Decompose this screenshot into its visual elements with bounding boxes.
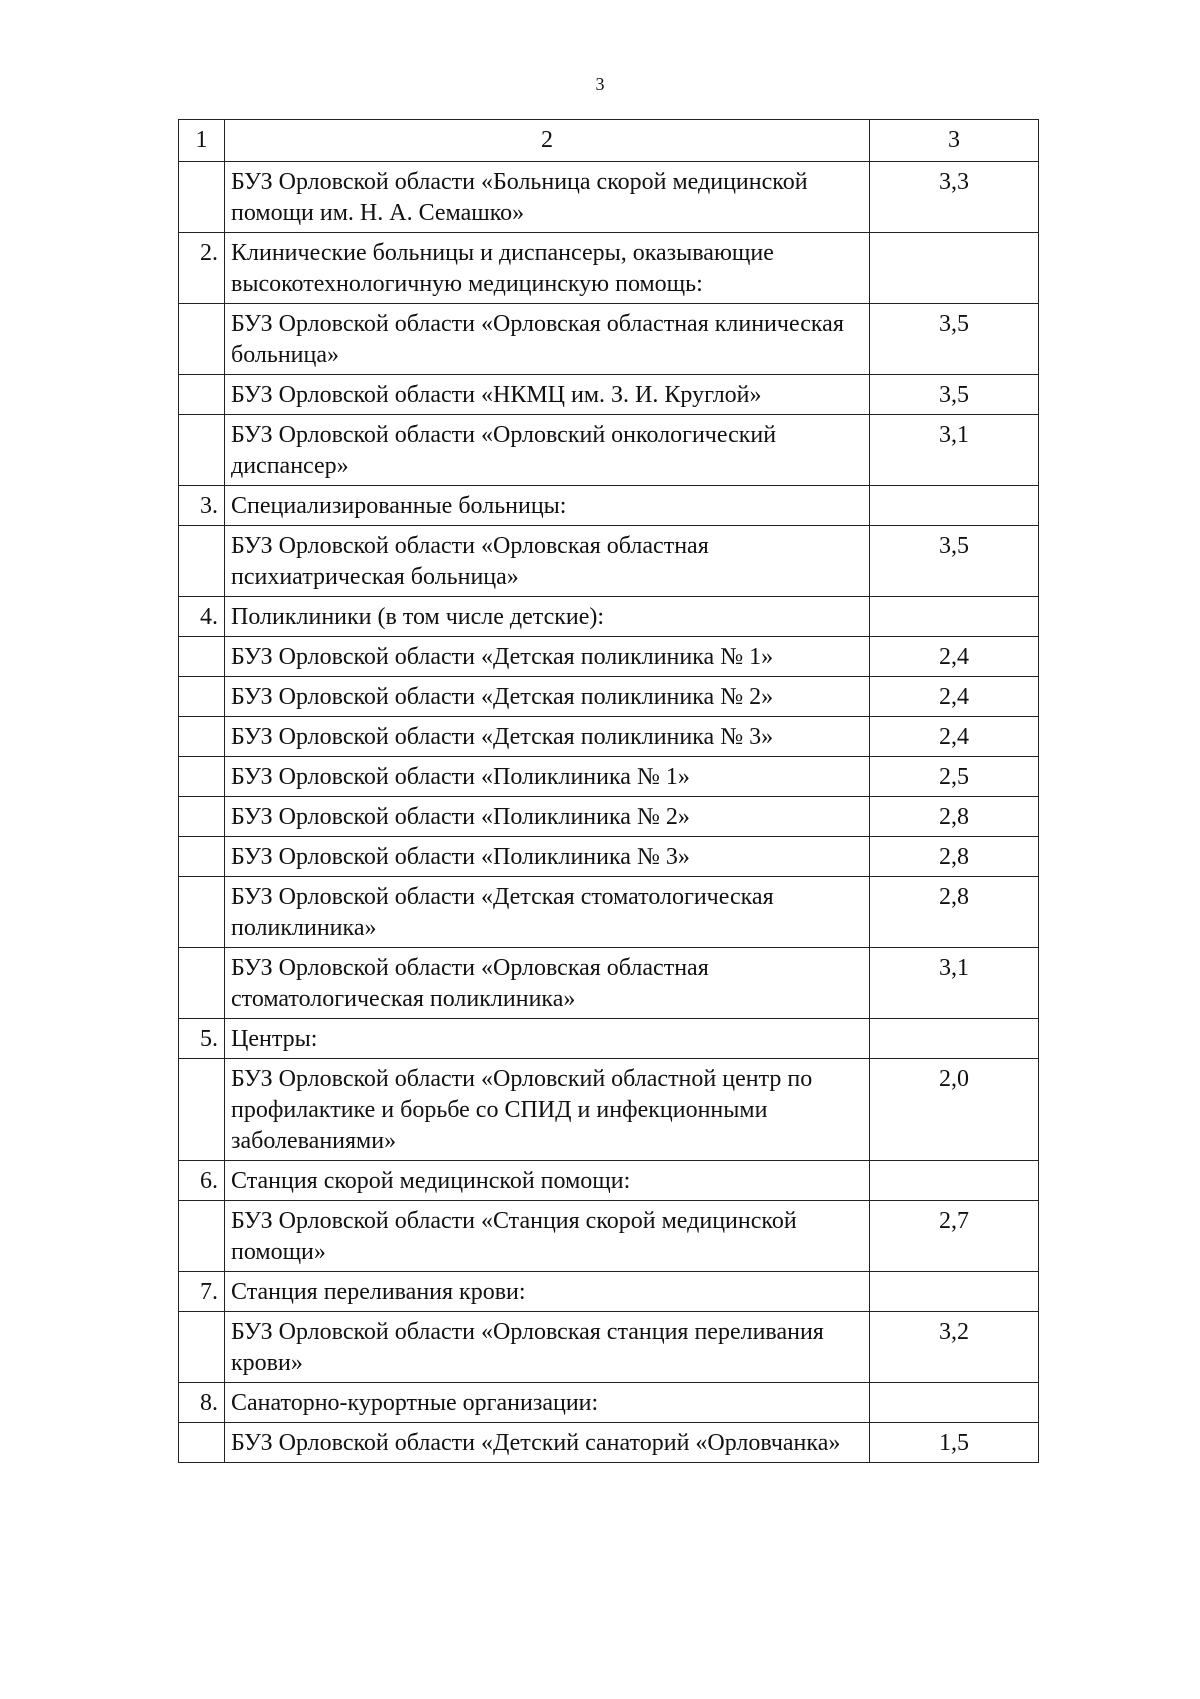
table-row bbox=[179, 797, 1039, 837]
coefficient-value: 1,5 bbox=[870, 1423, 1039, 1463]
coefficient-value: 3,1 bbox=[870, 415, 1039, 486]
institution-name: Санаторно-курортные организации: bbox=[225, 1383, 870, 1423]
row-number: 5. bbox=[179, 1019, 225, 1059]
row-number bbox=[179, 717, 225, 757]
institution-name: Специализированные больницы: bbox=[225, 486, 870, 526]
coefficient-value: 2,0 bbox=[870, 1059, 1039, 1161]
table-row bbox=[179, 526, 1039, 597]
row-number bbox=[179, 757, 225, 797]
table-row bbox=[179, 877, 1039, 948]
row-number bbox=[179, 1059, 225, 1161]
institution-name: Станция скорой медицинской помощи: bbox=[225, 1161, 870, 1201]
row-number bbox=[179, 415, 225, 486]
table-row bbox=[179, 837, 1039, 877]
institution-name: БУЗ Орловской области «Орловская областная клиническая больница» bbox=[225, 304, 870, 375]
table-row bbox=[179, 1201, 1039, 1272]
table-row bbox=[179, 162, 1039, 233]
row-number bbox=[179, 677, 225, 717]
coefficient-value bbox=[870, 1161, 1039, 1201]
coefficient-value: 2,8 bbox=[870, 797, 1039, 837]
table-row bbox=[179, 597, 1039, 637]
row-number bbox=[179, 877, 225, 948]
header-cell-1: 1 bbox=[179, 120, 225, 162]
institution-name: БУЗ Орловской области «Орловская областная стоматологическая поликлиника» bbox=[225, 948, 870, 1019]
coefficient-value: 3,5 bbox=[870, 375, 1039, 415]
coefficient-value bbox=[870, 1272, 1039, 1312]
row-number bbox=[179, 375, 225, 415]
coefficient-value: 2,8 bbox=[870, 837, 1039, 877]
coefficient-value: 2,4 bbox=[870, 637, 1039, 677]
table-row bbox=[179, 1019, 1039, 1059]
table-row bbox=[179, 637, 1039, 677]
row-number bbox=[179, 637, 225, 677]
coefficient-value bbox=[870, 233, 1039, 304]
institution-name: БУЗ Орловской области «Поликлиника № 1» bbox=[225, 757, 870, 797]
table-row bbox=[179, 375, 1039, 415]
table-row bbox=[179, 1161, 1039, 1201]
coefficient-value: 2,5 bbox=[870, 757, 1039, 797]
institution-name: БУЗ Орловской области «Детский санаторий «Орловчанка» bbox=[225, 1423, 870, 1463]
header-cell-3: 3 bbox=[870, 120, 1039, 162]
page-number bbox=[0, 74, 1200, 95]
row-number bbox=[179, 837, 225, 877]
row-number bbox=[179, 1312, 225, 1383]
coefficient-value: 3,5 bbox=[870, 304, 1039, 375]
table-row bbox=[179, 717, 1039, 757]
table-row bbox=[179, 948, 1039, 1019]
coefficient-value bbox=[870, 486, 1039, 526]
coefficient-value: 2,4 bbox=[870, 717, 1039, 757]
row-number bbox=[179, 1201, 225, 1272]
institution-name: БУЗ Орловской области «Детская стоматологическая поликлиника» bbox=[225, 877, 870, 948]
institution-name: БУЗ Орловской области «Орловский онкологический диспансер» bbox=[225, 415, 870, 486]
table-row bbox=[179, 233, 1039, 304]
institution-name: БУЗ Орловской области «Орловская станция переливания крови» bbox=[225, 1312, 870, 1383]
institution-name: БУЗ Орловской области «Детская поликлиника № 1» bbox=[225, 637, 870, 677]
coefficient-value bbox=[870, 597, 1039, 637]
institution-name: БУЗ Орловской области «Станция скорой медицинской помощи» bbox=[225, 1201, 870, 1272]
table-row bbox=[179, 757, 1039, 797]
row-number bbox=[179, 1423, 225, 1463]
table-row bbox=[179, 677, 1039, 717]
coefficient-value: 2,4 bbox=[870, 677, 1039, 717]
table-row bbox=[179, 1272, 1039, 1312]
institution-name: Центры: bbox=[225, 1019, 870, 1059]
row-number: 2. bbox=[179, 233, 225, 304]
table-row bbox=[179, 304, 1039, 375]
institution-name: БУЗ Орловской области «Орловский областной центр по профилактике и борьбе со СПИД и инфекционными заболеваниями» bbox=[225, 1059, 870, 1161]
institution-name: БУЗ Орловской области «НКМЦ им. З. И. Круглой» bbox=[225, 375, 870, 415]
row-number: 3. bbox=[179, 486, 225, 526]
table-row bbox=[179, 1059, 1039, 1161]
institution-name: Станция переливания крови: bbox=[225, 1272, 870, 1312]
coefficient-value: 2,7 bbox=[870, 1201, 1039, 1272]
row-number bbox=[179, 797, 225, 837]
coefficient-value: 3,2 bbox=[870, 1312, 1039, 1383]
institutions-table bbox=[178, 119, 1039, 1463]
coefficient-value: 3,5 bbox=[870, 526, 1039, 597]
coefficient-value: 3,3 bbox=[870, 162, 1039, 233]
institution-name: БУЗ Орловской области «Детская поликлиника № 2» bbox=[225, 677, 870, 717]
row-number bbox=[179, 948, 225, 1019]
institution-name: БУЗ Орловской области «Детская поликлиника № 3» bbox=[225, 717, 870, 757]
header-cell-2: 2 bbox=[225, 120, 870, 162]
institution-name: БУЗ Орловской области «Поликлиника № 3» bbox=[225, 837, 870, 877]
row-number bbox=[179, 304, 225, 375]
institution-name: БУЗ Орловской области «Орловская областная психиатрическая больница» bbox=[225, 526, 870, 597]
table-row bbox=[179, 1423, 1039, 1463]
row-number: 7. bbox=[179, 1272, 225, 1312]
institution-name: Клинические больницы и диспансеры, оказывающие высокотехнологичную медицинскую помощь: bbox=[225, 233, 870, 304]
coefficient-value: 3,1 bbox=[870, 948, 1039, 1019]
table-header-row bbox=[179, 120, 1039, 162]
table-row bbox=[179, 1383, 1039, 1423]
coefficient-value bbox=[870, 1019, 1039, 1059]
row-number: 8. bbox=[179, 1383, 225, 1423]
table-row bbox=[179, 415, 1039, 486]
row-number: 6. bbox=[179, 1161, 225, 1201]
row-number bbox=[179, 526, 225, 597]
row-number: 4. bbox=[179, 597, 225, 637]
institution-name: Поликлиники (в том числе детские): bbox=[225, 597, 870, 637]
table-row bbox=[179, 486, 1039, 526]
coefficient-value: 2,8 bbox=[870, 877, 1039, 948]
institution-name: БУЗ Орловской области «Поликлиника № 2» bbox=[225, 797, 870, 837]
institution-name: БУЗ Орловской области «Больница скорой медицинской помощи им. Н. А. Семашко» bbox=[225, 162, 870, 233]
page-number-text: 3 bbox=[595, 74, 605, 94]
table-row bbox=[179, 1312, 1039, 1383]
coefficient-value bbox=[870, 1383, 1039, 1423]
row-number bbox=[179, 162, 225, 233]
